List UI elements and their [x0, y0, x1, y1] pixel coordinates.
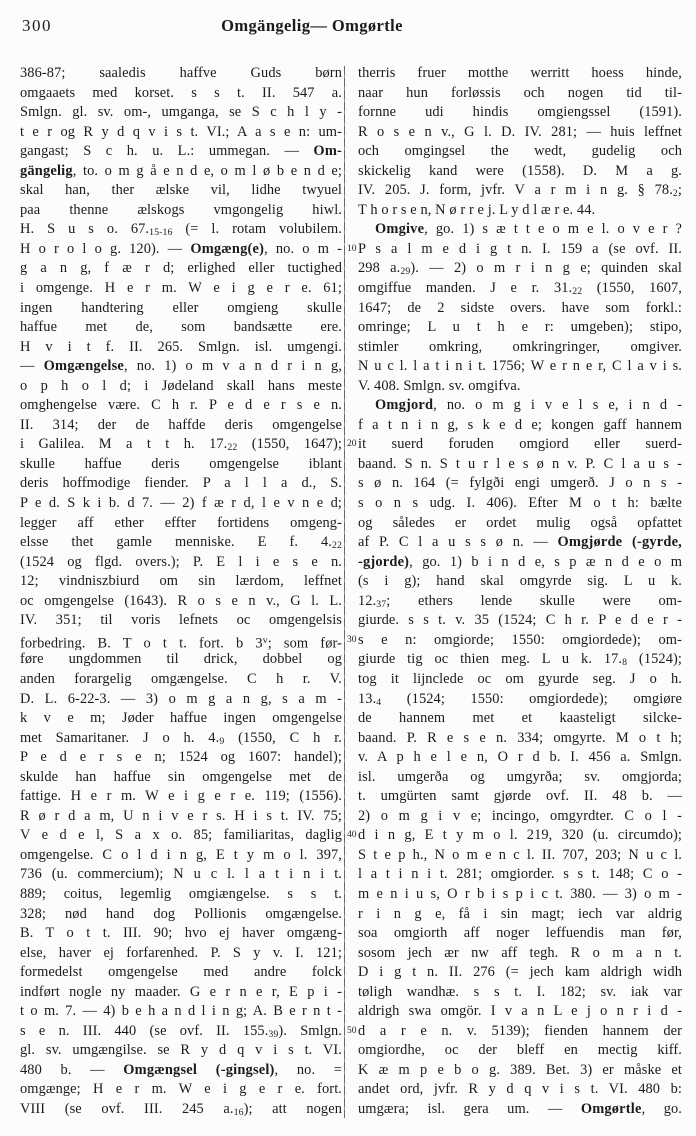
gutter-line-number: 40: [347, 830, 357, 841]
text-line: H v i t f. II. 265. Smlgn. isl. umgengi.: [20, 338, 342, 355]
text-line: giurde. s s t. v. 35 (1524; C h r. P e d e r -: [358, 612, 682, 629]
text-line: sosom jech ær nw aff tegh. R o m a n t.: [358, 944, 682, 961]
text-line: elsse thet gamle menniske. E f. 4.22: [20, 534, 342, 551]
text-line: fattige. H e r m. W e i g e r e. 119; (1556).: [20, 788, 342, 805]
text-line: therris fruer motthe werritt hoess hinde,: [358, 65, 682, 81]
text-line: k v e m; Jøder haffue ingen omgengelse: [20, 710, 342, 727]
text-line: giurde tig oc thien meg. L u k. 17.8 (1524);: [358, 651, 682, 669]
text-line: — Omgængelse, no. 1) o m v a n d r i n g,: [20, 358, 342, 375]
text-line: baand. S n. S t u r l e s ø n v. P. C l a u s -: [358, 455, 682, 472]
text-line: -gjorde), go. 1) b i n d e, s p æ n d e o m: [358, 553, 682, 570]
text-line: d i n g, E t y m o l. 219, 320 (u. circumdo);: [358, 827, 682, 844]
text-line: skulde han haffue sin omgengelse met de: [20, 768, 342, 785]
text-line: Smlgn. gl. sv. om-, umganga, se S c h l y -: [20, 104, 342, 121]
text-line: Omgive, go. 1) s æ t t e o m e l. o v e r ?: [375, 221, 682, 238]
page-number: 300: [22, 16, 52, 35]
page-header: Omgängelig— Omgørtle: [221, 16, 403, 35]
text-line: t o m. 7. — 4) b e h a n d l i n g; A. B e r n t -: [20, 1003, 342, 1020]
text-line: omghengelse være. C h r. P e d e r s e n.: [20, 397, 342, 414]
text-line: i omgenge. H e r m. W e i g e r e. 61;: [20, 280, 342, 297]
text-line: 736 (u. commercium); N u c l. l a t i n i t.: [20, 866, 342, 883]
text-line: P s a l m e d i g t n. I. 159 a (se ovf. II.: [358, 240, 682, 257]
text-line: gangast; S c h. u. L.: ummegan. — Om-: [20, 143, 342, 160]
text-line: t e r og R y d q v i s t. VI.; A a s e n: um-: [20, 123, 342, 140]
text-line: H. S u s o. 67.15-16 (= l. rotam volubilem.: [20, 221, 342, 239]
text-line: S t e p h., N o m e n c l. II. 707, 203; N u c l.: [358, 846, 682, 863]
gutter-line-number: 10: [347, 243, 357, 254]
text-line: paa thenne ælskogs vmgongelig hiwl.: [20, 201, 342, 218]
text-line: s o n s udg. I. 406). Efter M o t h: bælte: [358, 495, 682, 512]
page-body: [20, 64, 682, 1120]
text-line: oc omgengelse (1643). R o s e n v., G l. L.: [20, 592, 342, 609]
text-line: umgæra; isl. gera um. — Omgørtle, go.: [358, 1100, 682, 1117]
text-line: baand. P. R e s e n. 334; omgyrte. M o t h;: [358, 729, 682, 746]
text-line: isl. umgerða og umgyrða; sv. omgjorda;: [358, 768, 682, 785]
text-line: V e d e l, S a x o. 85; familiaritas, daglig: [20, 827, 342, 844]
text-line: andet ord, jvfr. R y d q v i s t. VI. 480 b:: [358, 1081, 682, 1098]
gutter-line-number: 50: [347, 1025, 357, 1036]
text-line: ingen handtering eller omgieng skulle: [20, 299, 342, 316]
text-line: 1647; de 2 sidste overs. have som forkl.:: [358, 299, 682, 316]
text-line: met Samaritaner. J o h. 4.9 (1550, C h r.: [20, 729, 342, 747]
text-line: s e n: omgiorde; 1550: omgiordede); om-: [358, 631, 682, 648]
text-line: tog it lijnclede oc om gyurde seg. J o h.: [358, 670, 682, 687]
text-line: IV. 351; til voris lefnets oc omgengelsis: [20, 612, 342, 629]
text-line: naar hun forløssis och nogen tid til-: [358, 84, 682, 101]
text-line: og således er ordet mulig også opfattet: [358, 514, 682, 531]
text-line: 889; coitus, legemlig omgiængelse. s s t.: [20, 885, 342, 902]
text-line: IV. 205. J. form, jvfr. V a r m i n g. § 78.2;: [358, 182, 682, 200]
text-line: II. 314; der de haffde deris omgengelse: [20, 416, 342, 433]
text-line: 12.37; ethers lende skulle were om-: [358, 592, 682, 610]
column-left: [20, 64, 342, 1120]
text-line: it suerd foruden omgiord eller suerd-: [358, 436, 682, 453]
text-line: V. 408. Smlgn. sv. omgifva.: [358, 377, 521, 394]
text-line: K æ m p e b o g. 389. Bet. 3) er måske et: [358, 1061, 682, 1078]
text-line: deris hoffmodige fiender. P a l l a d., S.: [20, 475, 342, 492]
text-line: s ø n. 164 (= fylgði engi umgerð. J o n s -: [358, 475, 682, 492]
text-line: gängelig, to. o m g å e n d e, o m l ø b e n d e;: [20, 162, 342, 179]
text-line: gl. sv. umgængilse. se R y d q v i s t. VI.: [20, 1042, 342, 1059]
column-gutter: [342, 64, 358, 1120]
text-line: forbedring. B. T o t t. fort. b 3$^v$; som før-: [20, 634, 342, 651]
text-line: s e n. III. 440 (se ovf. II. 155.39). Smlgn.: [20, 1022, 342, 1040]
text-line: D i g t n. II. 276 (= jech kam aldrigh widh: [358, 964, 682, 981]
text-line: omringe; L u t h e r: umgeben); stipo,: [358, 319, 682, 336]
text-line: 298 a.29). — 2) o m r i n g e; quinden skal: [358, 260, 682, 278]
text-line: VIII (se ovf. III. 245 a.16); att nogen: [20, 1100, 342, 1118]
text-line: 2) o m g i v e; incingo, omgyrdter. C o l -: [358, 807, 682, 824]
text-line: Omgjord, no. o m g i v e l s e, i n d -: [375, 397, 682, 414]
text-line: m e n i u s, O r b i s p i c t. 380. — 3) o m -: [358, 885, 682, 902]
column-divider: [344, 66, 345, 1118]
text-line: omgiordhe, oc der bleff en mectig kiff.: [358, 1042, 682, 1059]
text-line: else, haver ej forfarenhed. P. S y v. I. 121;: [20, 944, 342, 961]
text-line: 12; vindniszbiurd om sin lærdom, leffnet: [20, 573, 342, 590]
text-line: de hannem met et kaasteligt silcke-: [358, 710, 682, 727]
text-line: T h o r s e n, N ø r r e j. L y d l æ r e. 44.: [358, 201, 596, 218]
text-line: anden forargelig omgængelse. C h r. V.: [20, 670, 342, 687]
text-line: omgiffue manden. J e r. 31.22 (1550, 1607,: [358, 280, 682, 297]
text-line: af P. C l a u s s ø n. — Omgjørde (-gyrde,: [358, 534, 682, 551]
text-line: R o s e n v., G l. D. IV. 281; — huis leffnet: [358, 123, 682, 140]
text-line: D. L. 6-22-3. — 3) o m g a n g, s a m -: [20, 690, 342, 707]
text-line: g a n g, f æ r d; erlighed eller tuctighed: [20, 260, 342, 277]
text-line: t. umgürten samt gjørde ovf. II. 48 b. —: [358, 788, 682, 805]
text-line: formedelst omgengelse med andre folck: [20, 964, 342, 981]
text-line: N u c l. l a t i n i t. 1756; W e r n e r, C l a v i s.: [358, 358, 682, 375]
text-line: tøligh wandhæ. s s t. I. 182; sv. iak var: [358, 983, 682, 1000]
text-line: omgaaets med korset. s s t. II. 547 a.: [20, 84, 342, 101]
text-line: (s i g); hand skal omgyrde sig. L u k.: [358, 573, 682, 590]
text-line: 386-87; saaledis haffve Guds børn: [20, 65, 342, 81]
text-line: føre ungdommen til drick, dobbel og: [20, 651, 342, 668]
text-line: soa omgiorth aff noger leffuendis man før,: [358, 925, 682, 942]
text-line: H o r o l o g. 120). — Omgæng(e), no. o m -: [20, 240, 342, 257]
text-line: 480 b. — Omgængsel (-gingsel), no. =: [20, 1061, 342, 1078]
text-line: 13.4 (1524; 1550: omgiordede); omgiøre: [358, 690, 682, 708]
text-line: stimler omkring, omkringringer, omgiver.: [358, 338, 682, 355]
text-line: P e d. S k i b. d 7. — 2) f æ r d, l e v n e d;: [20, 495, 342, 512]
text-line: d a r e n. v. 5139); fienden hannem der: [358, 1022, 682, 1039]
text-line: och omgingsel the wedt, gudelig och: [358, 143, 682, 160]
text-line: v. A p h e l e n, O r d b. I. 456 a. Smlgn.: [358, 749, 682, 766]
text-line: r i n g e, få i sin magt; iech var aldrig: [358, 905, 682, 922]
text-line: B. T o t t. III. 90; hvo ej haver omgæng-: [20, 925, 342, 942]
text-line: o p h o l d; i Jødeland skall hans meste: [20, 377, 342, 394]
text-line: fornne udi hindis omgiengssel (1591).: [358, 104, 682, 121]
text-line: P e d e r s e n; 1524 og 1607: handel);: [20, 749, 342, 766]
text-line: skulle haffue deris omgengelse iblant: [20, 455, 342, 472]
text-line: (1524 og flgd. overs.); P. E l i e s e n.: [20, 553, 342, 570]
text-line: skal han, ther ælske vil, lidhe twyuel: [20, 182, 342, 199]
text-line: legger aff ether effter fortidens omgeng-: [20, 514, 342, 531]
text-line: l a t i n i t. 281; omgiorder. s s t. 148; C o -: [358, 866, 682, 883]
gutter-line-number: 20: [347, 439, 357, 450]
text-line: omgengelse. C o l d i n g, E t y m o l. 397,: [20, 846, 342, 863]
text-line: indført nogle ny maader. G e r n e r, E p i -: [20, 983, 342, 1000]
text-line: skickelig kand were (1558). D. M a g.: [358, 162, 682, 179]
text-line: R ø r d a m, U n i v e r s. H i s t. IV. 75;: [20, 807, 342, 824]
text-line: omgænge; H e r m. W e i g e r e. fort.: [20, 1081, 342, 1098]
text-line: haffue met de, som bandsætte ere.: [20, 319, 342, 336]
gutter-line-number: 30: [347, 634, 357, 645]
text-line: i Galilea. M a t t h. 17.22 (1550, 1647);: [20, 436, 342, 454]
text-line: 328; nød hand dog Pollionis omgængelse.: [20, 905, 342, 922]
text-line: f a t n i n g, s k e d e; kongen gaff hannem: [358, 416, 682, 433]
column-right: [358, 64, 682, 1120]
text-line: aldrigh swa omgör. I v a n L e j o n r i d -: [358, 1003, 682, 1020]
